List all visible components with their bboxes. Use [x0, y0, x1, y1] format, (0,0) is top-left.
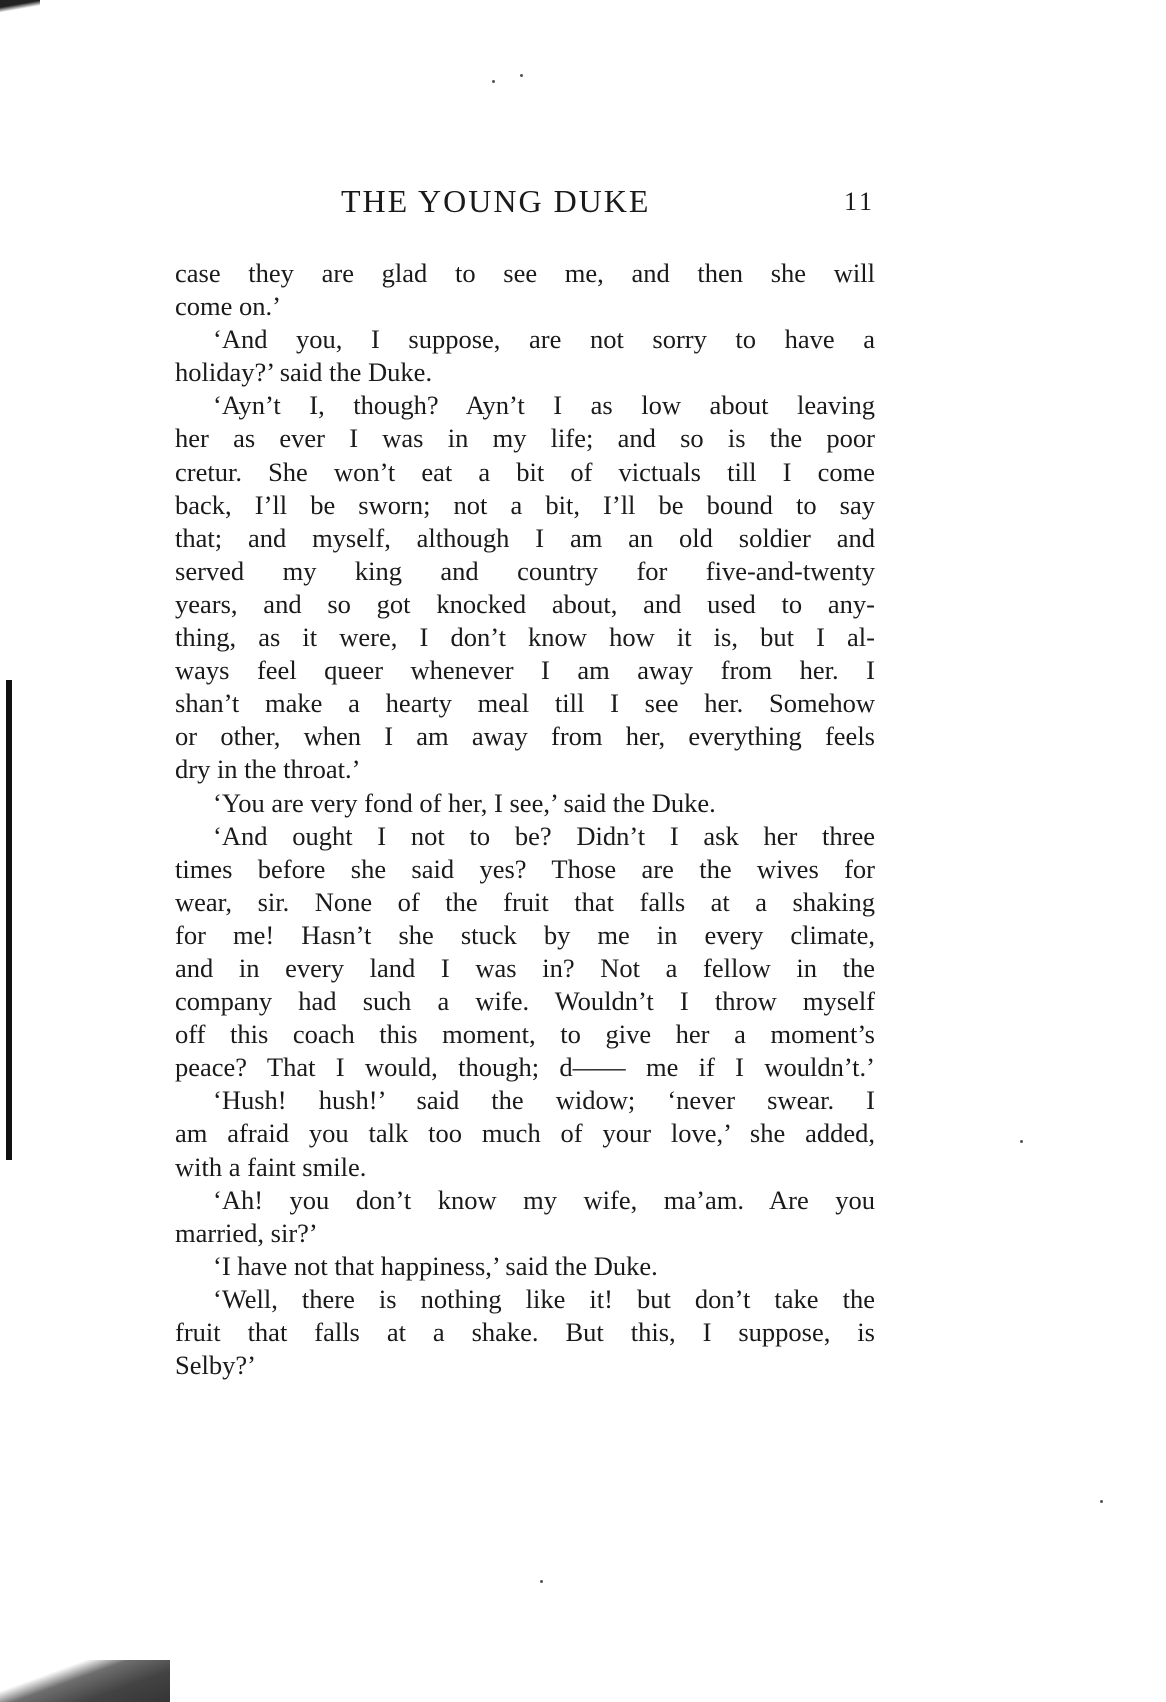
text-line: that; and myself, although I am an old soldier and — [175, 522, 875, 553]
text-line: ‘Ayn’t I, though? Ayn’t I as low about leaving — [213, 390, 875, 421]
scan-edge-mark-top — [0, 0, 40, 14]
text-line: served my king and country for five-and-twenty — [175, 555, 875, 586]
text-line: shan’t make a hearty meal till I see her. Somehow — [175, 688, 875, 719]
text-line: thing, as it were, I don’t know how it is, but I al- — [175, 622, 875, 653]
text-line: years, and so got knocked about, and used to any- — [175, 588, 875, 619]
scan-speck — [492, 80, 495, 83]
scan-speck — [1100, 1500, 1103, 1503]
text-line: come on.’ — [175, 291, 281, 322]
text-line: fruit that falls at a shake. But this, I suppose, is — [175, 1317, 875, 1347]
text-line: or other, when I am away from her, everything feels — [175, 721, 875, 752]
text-line: ways feel queer whenever I am away from her. I — [175, 655, 875, 686]
scan-speck — [540, 1580, 543, 1583]
page-number: 11 — [843, 187, 875, 216]
scan-speck — [520, 74, 523, 77]
text-line: cretur. She won’t eat a bit of victuals till I come — [175, 456, 875, 487]
text-line: ‘And you, I suppose, are not sorry to have a — [213, 324, 875, 355]
body-text — [175, 257, 875, 1382]
text-line: case they are glad to see me, and then she will — [175, 258, 875, 288]
text-line: ‘You are very fond of her, I see,’ said the Duke. — [213, 787, 716, 818]
text-line: back, I’ll be sworn; not a bit, I’ll be bound to say — [175, 489, 875, 520]
text-line: ‘Ah! you don’t know my wife, ma’am. Are you — [213, 1184, 875, 1215]
text-line: peace? That I would, though; d—— me if I wouldn’t.’ — [175, 1052, 875, 1083]
text-line: ‘Hush! hush!’ said the widow; ‘never swear. I — [213, 1085, 875, 1116]
text-line: with a faint smile. — [175, 1151, 367, 1182]
text-line: holiday?’ said the Duke. — [175, 357, 433, 388]
text-line: and in every land I was in? Not a fellow in the — [175, 952, 875, 983]
text-line: times before she said yes? Those are the wives for — [175, 853, 875, 884]
text-line: company had such a wife. Wouldn’t I throw myself — [175, 986, 875, 1017]
text-line: for me! Hasn’t she stuck by me in every climate, — [175, 919, 875, 950]
text-line: am afraid you talk too much of your love,’ she added, — [175, 1118, 875, 1149]
text-line: Selby?’ — [175, 1350, 256, 1381]
text-line: married, sir?’ — [175, 1217, 318, 1248]
text-line: ‘I have not that happiness,’ said the Duke. — [213, 1250, 658, 1281]
text-line: ‘Well, there is nothing like it! but don’t take the — [213, 1283, 875, 1314]
scan-edge-mark-bottom — [0, 1660, 170, 1702]
page-header — [175, 183, 875, 227]
running-head: THE YOUNG DUKE — [341, 183, 651, 219]
scan-speck — [1020, 1140, 1023, 1143]
scan-edge-mark-left — [6, 680, 12, 1160]
text-line: dry in the throat.’ — [175, 754, 361, 785]
text-line: ‘And ought I not to be? Didn’t I ask her three — [213, 820, 875, 851]
text-line: her as ever I was in my life; and so is the poor — [175, 423, 875, 454]
text-line: off this coach this moment, to give her a moment’s — [175, 1019, 875, 1050]
text-line: wear, sir. None of the fruit that falls at a shaking — [175, 886, 875, 917]
